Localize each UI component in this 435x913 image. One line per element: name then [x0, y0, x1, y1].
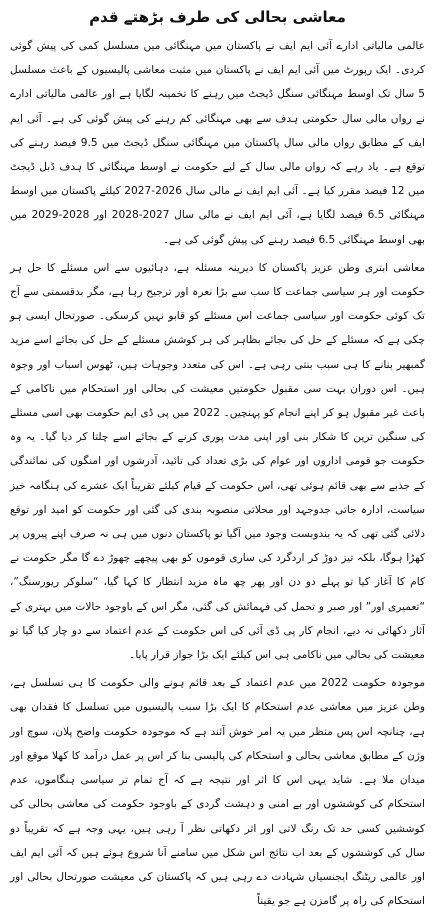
article-title: معاشی بحالی کی طرف بڑھتے قدم [89, 8, 346, 26]
article-paragraph-2: معاشی ابتری وطن عزیز پاکستان کا دیرینہ مسئلہ ہے، دہائیوں سے اس مسئلے کا حل ہر حکومت اور ہر سیاسی جماعت کا سب سے بڑا نعرہ اور ترجیح رہا ہے، مگر بدقسمتی سے آج تک کوئی حکومت اور سیاسی جماعت اس مسئلے کو قابو نہیں کرسکی۔ صورتحال ایسی ہو چکی ہے کہ مسئلے کے حل کی بجائے بظاہر کی ہر کوشش مسئلے کے حل کی بجائے اسے مزید گمبھیر بنانے کا ہی سبب بنتی رہی ہے۔ اس کی متعدد وجوہات ہیں، ٹھوس اسباب اور وجوہ ہیں۔ اس دوران بہت سی مقبول حکومتیں معیشت کی بحالی اور استحکام میں ناکامی کے باعث غیر مقبول ہو کر اپنے انجام کو پہنچیں۔ 2022 میں پی ڈی ایم حکومت بھی اسی مسئلے کی سنگین ترین کا شکار بنی اور اپنی مدت پوری کرنے کے بجائے اسے چلتا کر دیا گیا۔ یہ وہ حکومت جو قومی اداروں اور عوام کی بڑی تعداد کی تائید، آدرشوں اور امنگوں کی نمائندگی کے جذبے سے بھی قائم ہوئی تھی، اس حکومت کے قیام کیلئے تقریباً ایک عشرے کی ہنگامہ خیز سیاست، ادارہ جاتی جدوجہد اور محلاتی منصوبہ بندی کی گئی اور حکومت کو امید اور توقع دلائی گئی تھی کہ یہ بندوبست وجود میں آگیا تو پاکستان دنوں میں ہی نہ صرف اپنے پیروں پر کھڑا ہوگا، بلکہ تیز دوڑ کر اردگرد کی ساری قوموں کو بھی پیچھے چھوڑ دے گا مگر حکومت نے کام کا آغاز کیا تو پہلے دو دن اور پھر چھ ماہ مزید انتظار کا کہا گیا، “سلوکر ریورسنگ”، “تعمیری اور” اور صبر و تحمل کی فہمائش کی گئی، مگر اس کے باوجود حالات میں بہتری کے آثار دکھائی نہ دیے، انجام کار پی ڈی آئی کی اس حکومت کے عدم اعتماد سے دو چار کیا گیا تو معیشت کی بحالی میں ناکامی ہی اس کیلئے ایک بڑا جواز قرار پایا۔ [10, 261, 425, 662]
article-paragraph-1: عالمی مالیاتی ادارے آئی ایم ایف نے پاکستان میں مہنگائی میں مسلسل کمی کی پیش گوئی کردی۔ ایک رپورٹ میں آئی ایم ایف نے پاکستان میں مثبت معاشی پالیسیوں کے باعث مسلسل 5 سال تک اوسط مہنگائی سنگل ڈیجٹ میں رہنے کا تخمینہ لگایا ہے اور عالمی مالیاتی ادارے نے رواں مالی سال حکومتی ہدف سے بھی مہنگائی کم رہنے کی پیش گوئی کی ہے۔ آئی ایم ایف کے مطابق رواں مالی سال پاکستان میں مہنگائی سنگل ڈیجٹ میں 9.5 فیصد رہنے کی توقع ہے۔ یاد رہے کہ رواں مالی سال کے لیے حکومت نے اوسط مہنگائی کا ہدف ڈبل ڈیجٹ میں 12 فیصد مقرر کیا ہے۔ آئی ایم ایف نے مالی سال 2026-2027 کیلئے پاکستان میں اوسط مہنگائی 6.5 فیصد لگایا ہے، آئی ایم ایف نے مالی سال 2027-2028 اور 2028-2029 میں بھی اوسط مہنگائی 6.5 فیصد رہنے کی پیش گوئی کی ہے۔ [10, 40, 425, 246]
article-paragraph-3: موجودہ حکومت 2022 میں عدم اعتماد کے بعد قائم ہونے والی حکومت کا ہی تسلسل ہے، وطن عزیز میں معاشی عدم استحکام کا ایک بڑا سبب پالیسیوں میں تسلسل کا فقدان بھی ہے، چنانچہ اس پس منظر میں یہ امر خوش آئند ہے کہ موجودہ حکومت واضح پلان، سوچ اور وژن کے مطابق معاشی بحالی و استحکام کی پالیسی بنا کر اس پر عمل درآمد کا کھلا موقع اور میدان ملا ہے۔ شاید یہی اس کا اثر اور نتیجہ ہے کہ آج تمام تر سیاسی ہنگاموں، عدم استحکام کی کوششوں اور بے امنی و دہشت گردی کے باوجود حکومت کی معاشی بحالی کی کوششیں کسی حد تک رنگ لاتی اور اثر دکھاتی نظر آ رہی ہیں، یہی وجہ ہے کہ تقریباً دو سال کی کوششوں کے بعد اب نتائج اس شکل میں سامنے آنا شروع ہوئے ہیں کہ آئی ایم ایف اور عالمی ریٹنگ ایجنسیاں شہادت دے رہی ہیں کہ پاکستان کی معیشت صورتحال بحالی اور استحکام کی راہ پر گامزن ہے جو یقیناً [10, 677, 425, 908]
